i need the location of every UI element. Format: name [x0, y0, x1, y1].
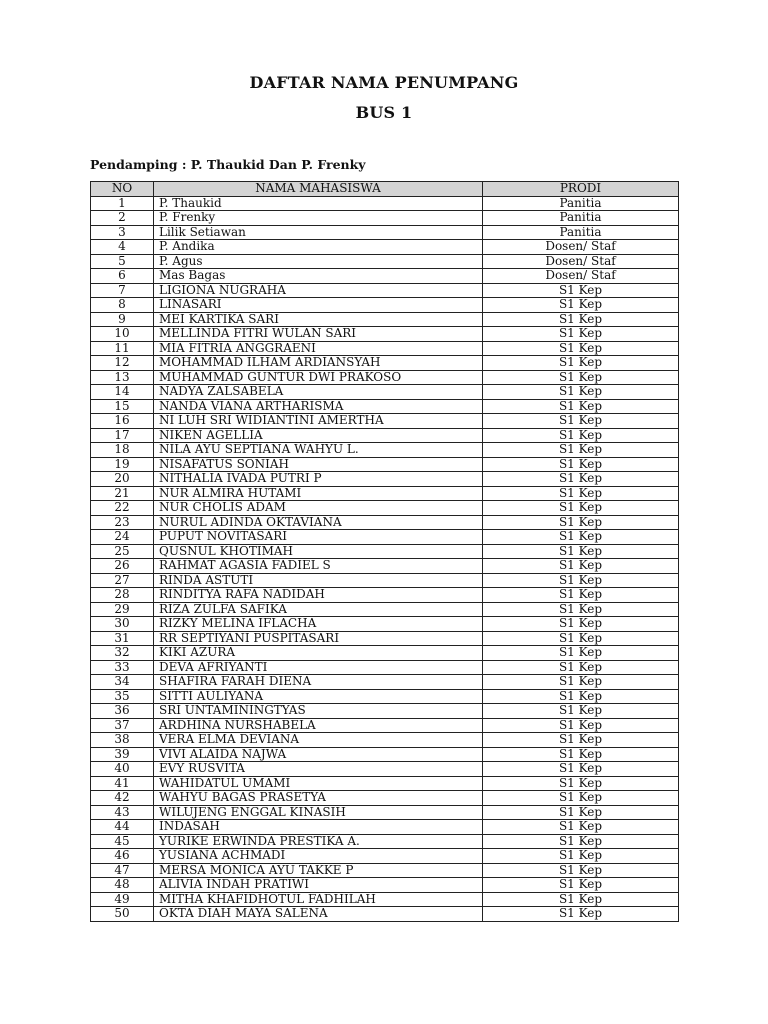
- table-row: [91, 457, 679, 472]
- prodi-cell: S1 Kep: [483, 501, 679, 516]
- student-name-cell: VIVI ALAIDA NAJWA: [154, 747, 483, 762]
- student-name-cell: DEVA AFRIYANTI: [154, 660, 483, 675]
- prodi-cell: Dosen/ Staf: [483, 269, 679, 284]
- prodi-cell: S1 Kep: [483, 762, 679, 777]
- student-name-cell: SITTI AULIYANA: [154, 689, 483, 704]
- prodi-cell: S1 Kep: [483, 776, 679, 791]
- table-row: [91, 443, 679, 458]
- student-name-cell: INDASAH: [154, 820, 483, 835]
- row-number-cell: 19: [91, 457, 154, 472]
- prodi-cell: S1 Kep: [483, 907, 679, 922]
- student-name-cell: LINASARI: [154, 298, 483, 313]
- table-row: [91, 298, 679, 313]
- student-name-cell: EVY RUSVITA: [154, 762, 483, 777]
- table-row: [91, 631, 679, 646]
- student-name-cell: RAHMAT AGASIA FADIEL S: [154, 559, 483, 574]
- prodi-cell: Panitia: [483, 196, 679, 211]
- row-number-cell: 48: [91, 878, 154, 893]
- table-row: [91, 892, 679, 907]
- prodi-cell: S1 Kep: [483, 747, 679, 762]
- table-header-row: [91, 182, 679, 197]
- table-row: [91, 602, 679, 617]
- student-name-cell: NILA AYU SEPTIANA WAHYU L.: [154, 443, 483, 458]
- table-row: [91, 254, 679, 269]
- student-name-cell: SRI UNTAMININGTYAS: [154, 704, 483, 719]
- row-number-cell: 22: [91, 501, 154, 516]
- table-row: [91, 718, 679, 733]
- row-number-cell: 49: [91, 892, 154, 907]
- row-number-cell: 20: [91, 472, 154, 487]
- student-name-cell: P. Agus: [154, 254, 483, 269]
- table-row: [91, 863, 679, 878]
- row-number-cell: 14: [91, 385, 154, 400]
- student-name-cell: ALIVIA INDAH PRATIWI: [154, 878, 483, 893]
- row-number-cell: 18: [91, 443, 154, 458]
- student-name-cell: MERSA MONICA AYU TAKKE P: [154, 863, 483, 878]
- prodi-cell: S1 Kep: [483, 849, 679, 864]
- prodi-cell: S1 Kep: [483, 385, 679, 400]
- student-name-cell: RR SEPTIYANI PUSPITASARI: [154, 631, 483, 646]
- row-number-cell: 8: [91, 298, 154, 313]
- prodi-cell: S1 Kep: [483, 515, 679, 530]
- escort-line: Pendamping : P. Thaukid Dan P. Frenky: [90, 157, 366, 172]
- prodi-cell: S1 Kep: [483, 631, 679, 646]
- prodi-cell: Dosen/ Staf: [483, 254, 679, 269]
- student-name-cell: RINDA ASTUTI: [154, 573, 483, 588]
- row-number-cell: 12: [91, 356, 154, 371]
- row-number-cell: 28: [91, 588, 154, 603]
- row-number-cell: 1: [91, 196, 154, 211]
- document-title: DAFTAR NAMA PENUMPANG: [249, 73, 519, 92]
- student-name-cell: VERA ELMA DEVIANA: [154, 733, 483, 748]
- prodi-cell: S1 Kep: [483, 704, 679, 719]
- row-number-cell: 50: [91, 907, 154, 922]
- prodi-cell: S1 Kep: [483, 428, 679, 443]
- row-number-cell: 30: [91, 617, 154, 632]
- prodi-cell: Panitia: [483, 211, 679, 226]
- row-number-cell: 41: [91, 776, 154, 791]
- table-row: [91, 747, 679, 762]
- table-row: [91, 240, 679, 255]
- prodi-cell: S1 Kep: [483, 443, 679, 458]
- prodi-cell: S1 Kep: [483, 559, 679, 574]
- row-number-cell: 45: [91, 834, 154, 849]
- row-number-cell: 43: [91, 805, 154, 820]
- prodi-cell: S1 Kep: [483, 834, 679, 849]
- prodi-cell: S1 Kep: [483, 588, 679, 603]
- prodi-cell: S1 Kep: [483, 646, 679, 661]
- student-name-cell: LIGIONA NUGRAHA: [154, 283, 483, 298]
- prodi-cell: S1 Kep: [483, 457, 679, 472]
- row-number-cell: 24: [91, 530, 154, 545]
- prodi-cell: S1 Kep: [483, 733, 679, 748]
- prodi-cell: S1 Kep: [483, 327, 679, 342]
- prodi-cell: S1 Kep: [483, 863, 679, 878]
- table-row: [91, 805, 679, 820]
- student-name-cell: NISAFATUS SONIAH: [154, 457, 483, 472]
- prodi-cell: Panitia: [483, 225, 679, 240]
- row-number-cell: 26: [91, 559, 154, 574]
- student-name-cell: MOHAMMAD ILHAM ARDIANSYAH: [154, 356, 483, 371]
- prodi-cell: S1 Kep: [483, 341, 679, 356]
- table-row: [91, 283, 679, 298]
- row-number-cell: 4: [91, 240, 154, 255]
- table-row: [91, 414, 679, 429]
- student-name-cell: MEI KARTIKA SARI: [154, 312, 483, 327]
- table-row: [91, 559, 679, 574]
- table-row: [91, 269, 679, 284]
- student-name-cell: RINDITYA RAFA NADIDAH: [154, 588, 483, 603]
- prodi-cell: S1 Kep: [483, 312, 679, 327]
- student-name-cell: P. Thaukid: [154, 196, 483, 211]
- table-row: [91, 196, 679, 211]
- prodi-cell: S1 Kep: [483, 472, 679, 487]
- table-row: [91, 689, 679, 704]
- student-name-cell: SHAFIRA FARAH DIENA: [154, 675, 483, 690]
- student-name-cell: WILUJENG ENGGAL KINASIH: [154, 805, 483, 820]
- row-number-cell: 39: [91, 747, 154, 762]
- table-row: [91, 399, 679, 414]
- prodi-cell: S1 Kep: [483, 298, 679, 313]
- table-row: [91, 704, 679, 719]
- table-row: [91, 341, 679, 356]
- prodi-cell: S1 Kep: [483, 602, 679, 617]
- prodi-cell: Dosen/ Staf: [483, 240, 679, 255]
- row-number-cell: 46: [91, 849, 154, 864]
- table-row: [91, 776, 679, 791]
- row-number-cell: 42: [91, 791, 154, 806]
- student-name-cell: ARDHINA NURSHABELA: [154, 718, 483, 733]
- student-name-cell: NUR ALMIRA HUTAMI: [154, 486, 483, 501]
- table-row: [91, 544, 679, 559]
- row-number-cell: 34: [91, 675, 154, 690]
- table-row: [91, 791, 679, 806]
- row-number-cell: 3: [91, 225, 154, 240]
- table-row: [91, 573, 679, 588]
- student-name-cell: NIKEN AGELLIA: [154, 428, 483, 443]
- table-row: [91, 617, 679, 632]
- table-row: [91, 370, 679, 385]
- row-number-cell: 38: [91, 733, 154, 748]
- prodi-cell: S1 Kep: [483, 370, 679, 385]
- table-row: [91, 878, 679, 893]
- prodi-cell: S1 Kep: [483, 660, 679, 675]
- prodi-cell: S1 Kep: [483, 530, 679, 545]
- table-row: [91, 834, 679, 849]
- row-number-cell: 40: [91, 762, 154, 777]
- row-number-cell: 16: [91, 414, 154, 429]
- table-row: [91, 312, 679, 327]
- prodi-cell: S1 Kep: [483, 689, 679, 704]
- student-name-cell: MITHA KHAFIDHOTUL FADHILAH: [154, 892, 483, 907]
- header-no: NO: [91, 182, 154, 197]
- table-row: [91, 225, 679, 240]
- row-number-cell: 9: [91, 312, 154, 327]
- student-name-cell: RIZKY MELINA IFLACHA: [154, 617, 483, 632]
- table-row: [91, 733, 679, 748]
- student-name-cell: WAHIDATUL UMAMI: [154, 776, 483, 791]
- row-number-cell: 27: [91, 573, 154, 588]
- header-name: NAMA MAHASISWA: [154, 182, 483, 197]
- row-number-cell: 47: [91, 863, 154, 878]
- student-name-cell: RIZA ZULFA SAFIKA: [154, 602, 483, 617]
- prodi-cell: S1 Kep: [483, 892, 679, 907]
- prodi-cell: S1 Kep: [483, 544, 679, 559]
- row-number-cell: 33: [91, 660, 154, 675]
- table-row: [91, 327, 679, 342]
- row-number-cell: 37: [91, 718, 154, 733]
- prodi-cell: S1 Kep: [483, 617, 679, 632]
- student-name-cell: PUPUT NOVITASARI: [154, 530, 483, 545]
- prodi-cell: S1 Kep: [483, 573, 679, 588]
- student-name-cell: YURIKE ERWINDA PRESTIKA A.: [154, 834, 483, 849]
- row-number-cell: 23: [91, 515, 154, 530]
- document-subtitle: BUS 1: [355, 103, 413, 122]
- student-name-cell: NI LUH SRI WIDIANTINI AMERTHA: [154, 414, 483, 429]
- student-name-cell: MIA FITRIA ANGGRAENI: [154, 341, 483, 356]
- table-row: [91, 385, 679, 400]
- row-number-cell: 25: [91, 544, 154, 559]
- student-name-cell: P. Andika: [154, 240, 483, 255]
- header-prodi: PRODI: [483, 182, 679, 197]
- student-name-cell: NADYA ZALSABELA: [154, 385, 483, 400]
- table-row: [91, 675, 679, 690]
- student-name-cell: NITHALIA IVADA PUTRI P: [154, 472, 483, 487]
- prodi-cell: S1 Kep: [483, 675, 679, 690]
- prodi-cell: S1 Kep: [483, 718, 679, 733]
- prodi-cell: S1 Kep: [483, 878, 679, 893]
- prodi-cell: S1 Kep: [483, 283, 679, 298]
- student-name-cell: NUR CHOLIS ADAM: [154, 501, 483, 516]
- student-name-cell: KIKI AZURA: [154, 646, 483, 661]
- row-number-cell: 2: [91, 211, 154, 226]
- student-name-cell: WAHYU BAGAS PRASETYA: [154, 791, 483, 806]
- passenger-table: [90, 181, 679, 922]
- row-number-cell: 32: [91, 646, 154, 661]
- row-number-cell: 5: [91, 254, 154, 269]
- student-name-cell: OKTA DIAH MAYA SALENA: [154, 907, 483, 922]
- row-number-cell: 7: [91, 283, 154, 298]
- student-name-cell: YUSIANA ACHMADI: [154, 849, 483, 864]
- table-body: [91, 196, 679, 921]
- table-row: [91, 515, 679, 530]
- table-row: [91, 501, 679, 516]
- row-number-cell: 11: [91, 341, 154, 356]
- prodi-cell: S1 Kep: [483, 805, 679, 820]
- student-name-cell: QUSNUL KHOTIMAH: [154, 544, 483, 559]
- table-row: [91, 588, 679, 603]
- table-row: [91, 907, 679, 922]
- student-name-cell: MUHAMMAD GUNTUR DWI PRAKOSO: [154, 370, 483, 385]
- row-number-cell: 29: [91, 602, 154, 617]
- table-row: [91, 356, 679, 371]
- row-number-cell: 6: [91, 269, 154, 284]
- prodi-cell: S1 Kep: [483, 414, 679, 429]
- row-number-cell: 31: [91, 631, 154, 646]
- prodi-cell: S1 Kep: [483, 820, 679, 835]
- row-number-cell: 13: [91, 370, 154, 385]
- row-number-cell: 21: [91, 486, 154, 501]
- table-row: [91, 820, 679, 835]
- row-number-cell: 15: [91, 399, 154, 414]
- prodi-cell: S1 Kep: [483, 791, 679, 806]
- row-number-cell: 35: [91, 689, 154, 704]
- table-row: [91, 486, 679, 501]
- table-row: [91, 472, 679, 487]
- row-number-cell: 17: [91, 428, 154, 443]
- table-row: [91, 646, 679, 661]
- row-number-cell: 44: [91, 820, 154, 835]
- table-row: [91, 762, 679, 777]
- table-row: [91, 428, 679, 443]
- prodi-cell: S1 Kep: [483, 356, 679, 371]
- student-name-cell: NANDA VIANA ARTHARISMA: [154, 399, 483, 414]
- table-row: [91, 660, 679, 675]
- student-name-cell: Lilik Setiawan: [154, 225, 483, 240]
- student-name-cell: NURUL ADINDA OKTAVIANA: [154, 515, 483, 530]
- row-number-cell: 36: [91, 704, 154, 719]
- prodi-cell: S1 Kep: [483, 399, 679, 414]
- table-row: [91, 211, 679, 226]
- student-name-cell: Mas Bagas: [154, 269, 483, 284]
- prodi-cell: S1 Kep: [483, 486, 679, 501]
- row-number-cell: 10: [91, 327, 154, 342]
- table-row: [91, 530, 679, 545]
- student-name-cell: MELLINDA FITRI WULAN SARI: [154, 327, 483, 342]
- table-row: [91, 849, 679, 864]
- student-name-cell: P. Frenky: [154, 211, 483, 226]
